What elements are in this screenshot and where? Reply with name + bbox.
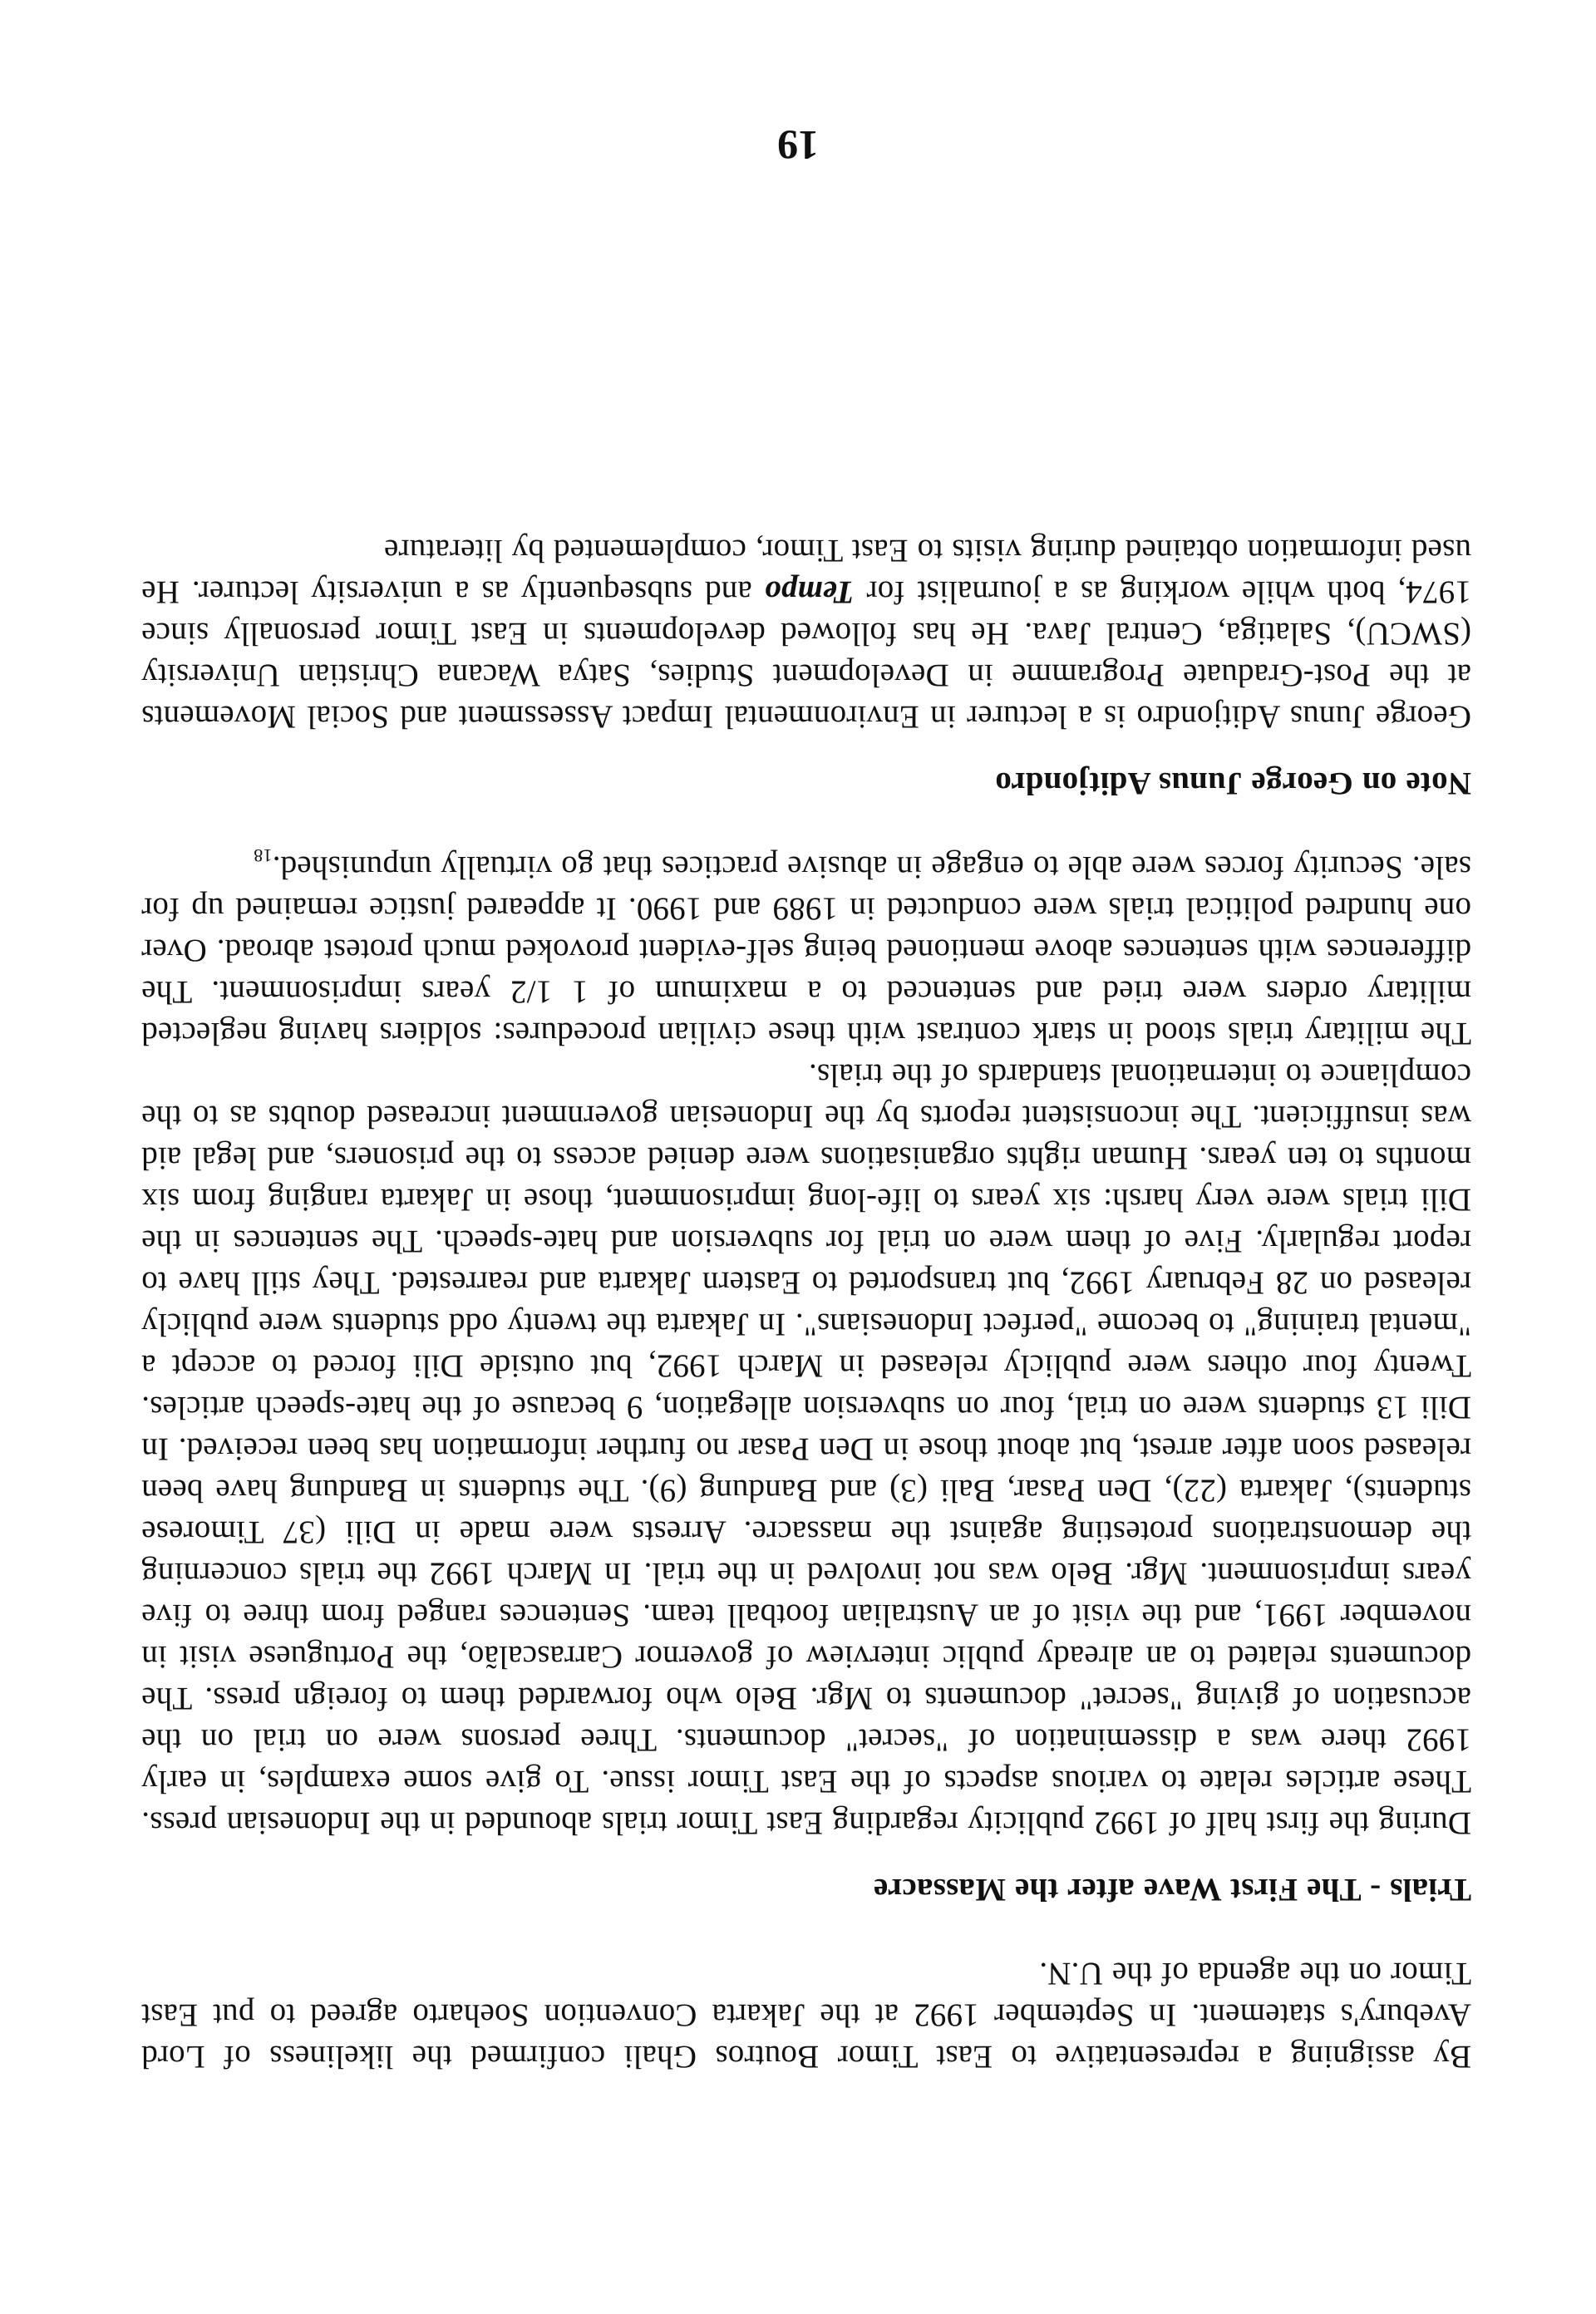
author-note-text-2: and subsequently as a university lecturer. He used information obtained during visits to East Timor, complemented by literature (141, 533, 1471, 610)
footnote-marker: 18 (254, 845, 273, 867)
trials-paragraph-2-text: The military trials stood in stark contrast with these civilian procedures: soldiers having neglected military orders were tried and sentenced to a maximum of 1 1/2 years imprisonment. The differences with sentences above mentioned being self-evident provoked much protest abroad. Over one hundred political trials were conducted in 1989 and 1990. It appeared justice remained up for sale. Security forces were able to engage in abusive practices that go virtually unpunished. (141, 849, 1471, 1051)
author-note-paragraph (141, 529, 1471, 737)
section-heading-trials: Trials - The First Wave after the Massacre (873, 1872, 1471, 1908)
tempo-magazine-name: Tempo (764, 574, 855, 610)
page-number: 19 (777, 122, 819, 169)
section-heading-note: Note on George Junus Aditjondro (995, 766, 1471, 801)
intro-paragraph: By assigning a representative to East Timor Boutros Ghali confirmed the likeliness of Lord Avebury's statement. In September 1992 at the Jakarta Convention Soeharto agreed to put East Timor on the agenda of the U.N. (141, 1956, 1471, 2075)
author-note-text-1: George Junus Aditjondro is a lecturer in Environmental Impact Assessment and Social Movements at the Post-Graduate Programme in Development Studies, Satya Wacana Christian University (SWCU), Salatiga, Central Java. He has followed developments in East Timor personally since 1974, both while working as a journalist for (141, 574, 1471, 735)
trials-paragraph-2 (141, 846, 1471, 1054)
trials-paragraph-1: During the first half of 1992 publicity regarding East Timor trials abounded in the Indonesian press. These articles relate to various aspects of the East Timor issue. To give some examples, in early 1992 there was a dissemination of "secret" documents. Three persons were on trial on the accusation of giving "secret" documents to Mgr. Belo who forwarded them to foreign press. The documents related to an already public interview of governor Carrascalão, the Portuguese visit in november 1991, and the visit of an Australian football team. Sentences ranged from three to five years imprisonment. Mgr. Belo was not involved in the trial. In March 1992 the trials concerning the demonstrations protesting against the massacre. Arrests were made in Dili (37 Timorese students), Jakarta (22), Den Pasar, Bali (3) and Bandung (9). The students in Bandung have been released soon after arrest, but about those in Den Pasar no further information has been received. In Dili 13 students were on trial, four on subversion allegation, 9 because of the hate-speech articles. Twenty four others were publicly released in March 1992, but outside Dili forced to accept a "mental training" to become "perfect Indonesians". In Jakarta the twenty odd students were publicly released on 28 February 1992, but transported to Eastern Jakarta and rearrested. They still have to report regularly. Five of them were on trial for subversion and hate-speech. The sentences in the Dili trials were very harsh: six years to life-long imprisonment, those in Jakarta ranging from six months to ten years. Human rights organisations were denied access to the prisoners, and legal aid was insufficient. The inconsistent reports by the Indonesian government increased doubts as to the compliance to international standards of the trials. (141, 1057, 1471, 1841)
text-block (141, 529, 1471, 2077)
